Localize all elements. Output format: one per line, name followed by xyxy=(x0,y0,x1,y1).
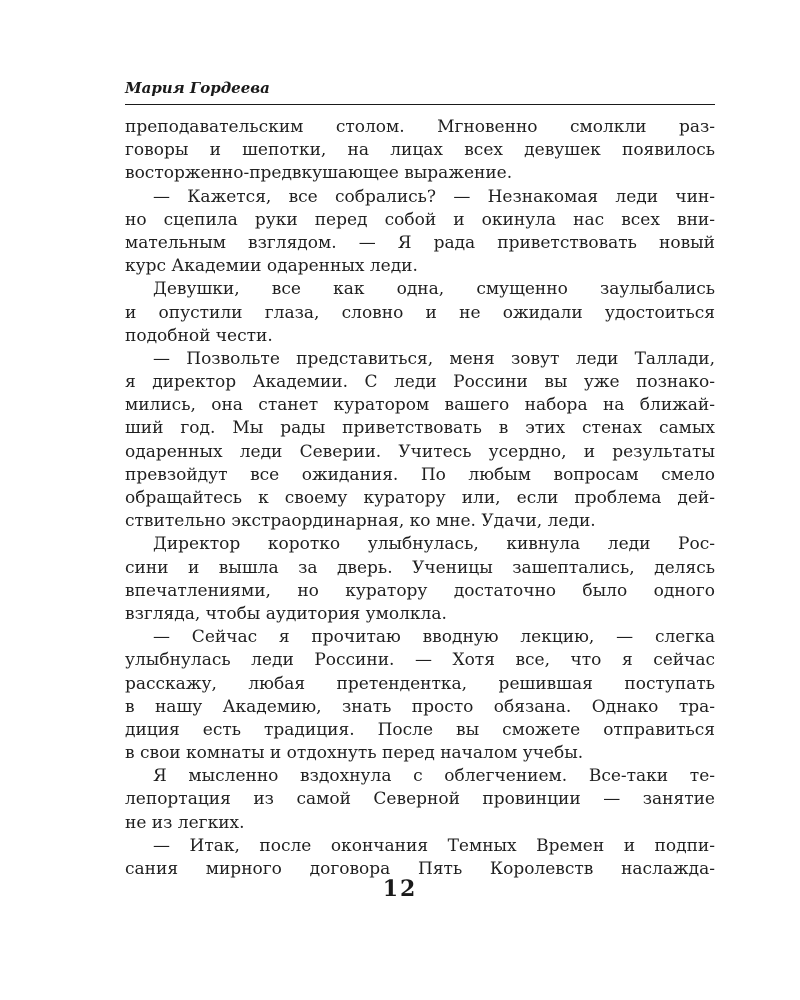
text-line: ствительно экстраординарная, ко мне. Удачи, леди. xyxy=(125,511,596,532)
author-name: Мария Гордеева xyxy=(125,79,270,97)
text-line: сания мирного договора Пять Королевств наслажда- xyxy=(125,859,715,879)
text-line: я директор Академии. С леди Россини вы уже познако- xyxy=(125,372,715,393)
text-line: — Сейчас я прочитаю вводную лекцию, — слегка xyxy=(153,627,715,648)
text-line: — Итак, после окончания Темных Времен и подпи- xyxy=(153,835,715,856)
running-header xyxy=(125,74,715,105)
text-line: восторженно-предвкушающее выражение. xyxy=(125,163,513,184)
text-line: улыбнулась леди Россини. — Хотя все, что я сейчас xyxy=(125,650,715,671)
page-number: 12 xyxy=(382,876,418,902)
text-line: подобной чести. xyxy=(125,325,273,346)
text-line: одаренных леди Северии. Учитесь усердно, и результаты xyxy=(125,441,715,462)
text-line: диция есть традиция. После вы сможете отправиться xyxy=(125,719,715,740)
text-line: курс Академии одаренных леди. xyxy=(125,256,418,277)
text-line: мательным взглядом. — Я рада приветствовать новый xyxy=(125,232,715,253)
text-line: в свои комнаты и отдохнуть перед началом учебы. xyxy=(125,743,584,764)
text-line: — Кажется, все собрались? — Незнакомая леди чин- xyxy=(153,186,715,207)
text-line: преподавательским столом. Мгновенно смолкли раз- xyxy=(125,117,715,137)
text-line: мились, она станет куратором вашего набора на ближай- xyxy=(125,395,715,416)
text-line: — Позвольте представиться, меня зовут леди Таллади, xyxy=(153,348,715,369)
text-line: не из легких. xyxy=(125,812,245,833)
text-line: в нашу Академию, знать просто обязана. Однако тра- xyxy=(125,696,715,717)
text-line: лепортация из самой Северной провинции — занятие xyxy=(125,789,715,810)
text-line: ший год. Мы рады приветствовать в этих стенах самых xyxy=(125,418,715,439)
body-text xyxy=(125,116,715,881)
text-line: и опустили глаза, словно и не ожидали удостоиться xyxy=(125,302,715,323)
text-line: Директор коротко улыбнулась, кивнула леди Рос- xyxy=(153,534,715,555)
text-line: говоры и шепотки, на лицах всех девушек появилось xyxy=(125,140,715,161)
text-line: впечатлениями, но куратору достаточно было одного xyxy=(125,580,715,601)
text-line: расскажу, любая претендентка, решившая поступать xyxy=(125,673,715,694)
text-line: Девушки, все как одна, смущенно заулыбались xyxy=(153,279,715,300)
text-line: превзойдут все ожидания. По любым вопросам смело xyxy=(125,464,715,485)
text-line: Я мысленно вздохнула с облегчением. Все-таки те- xyxy=(153,766,715,787)
text-line: но сцепила руки перед собой и окинула нас всех вни- xyxy=(125,209,715,230)
text-line: сини и вышла за дверь. Ученицы зашептались, делясь xyxy=(125,557,715,578)
text-line: обращайтесь к своему куратору или, если проблема дей- xyxy=(125,488,715,508)
text-line: взгляда, чтобы аудитория умолкла. xyxy=(125,603,447,624)
